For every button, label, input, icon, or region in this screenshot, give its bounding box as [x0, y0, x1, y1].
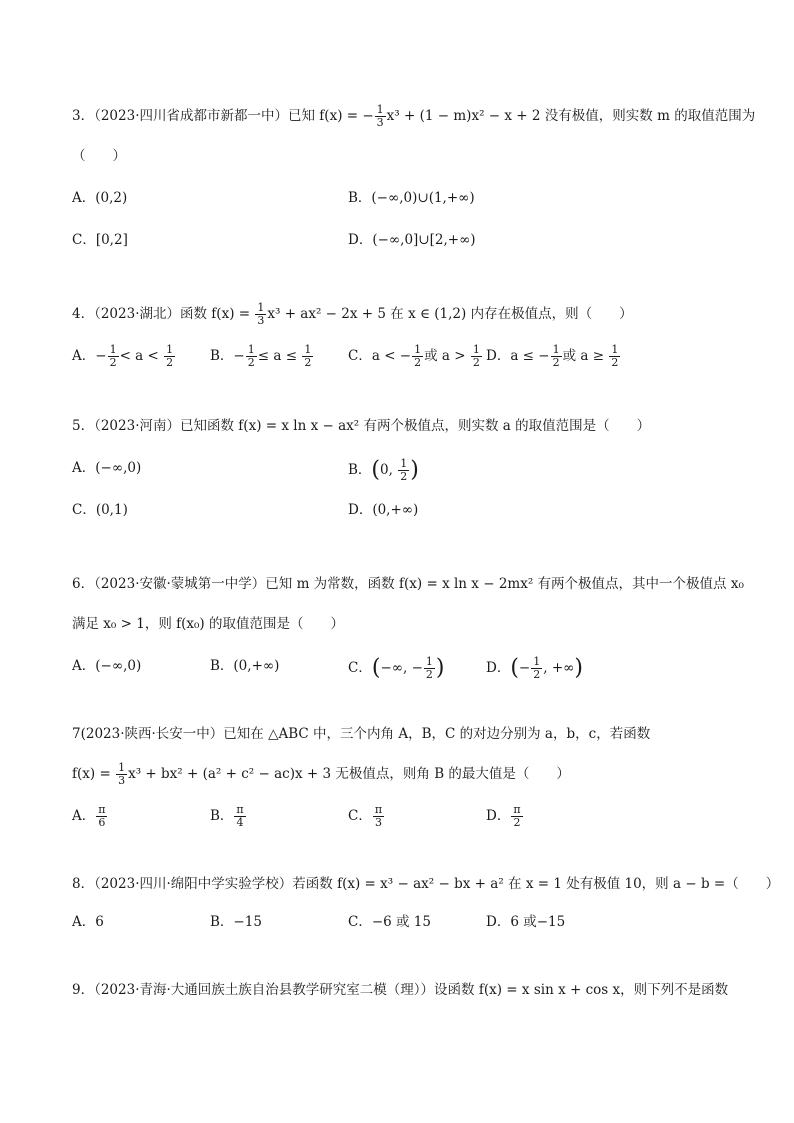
question-7-option-b: B． $\frac{\pi}{4}$: [210, 803, 244, 829]
question-7-option-d: D． $\frac{\pi}{2}$: [486, 803, 521, 829]
question-3-option-a: A．(0,2): [72, 190, 128, 206]
question-7-stem-line2: f(x) = $\frac{1}{3}$ x³ + bx² + (a² + c² − ac)x + 3 无极值点，则角 B 的最大值是（ ）: [72, 761, 570, 787]
question-7-option-c: C． $\frac{\pi}{3}$: [348, 803, 383, 829]
question-9-stem: 9．（2023·青海·大通回族土族自治县教学研究室二模（理））设函数 f(x) = x sin x + cos x，则下列不是函数: [72, 982, 729, 998]
question-3-option-b: B．(−∞,0)∪(1,+∞): [348, 190, 475, 206]
question-3-option-d: D．(−∞,0]∪[2,+∞): [348, 232, 476, 248]
question-6-stem-line2: 满足 x₀ > 1，则 f(x₀) 的取值范围是（ ）: [72, 616, 344, 632]
question-7-option-a: A． $\frac{\pi}{6}$: [72, 803, 106, 829]
question-4-option-b: B．− $\frac{1}{2}$ ≤ a ≤ $\frac{1}{2}$: [210, 343, 312, 369]
question-5-option-c: C．(0,1): [72, 502, 128, 518]
question-8-option-c: C．−6 或 15: [348, 914, 431, 930]
question-6-option-a: A．(−∞,0): [72, 658, 142, 674]
question-8-option-b: B．−15: [210, 914, 262, 930]
question-5-stem: 5．（2023·河南）已知函数 f(x) = x ln x − ax² 有两个极值点，则实数 a 的取值范围是（ ）: [72, 418, 651, 434]
question-6-option-d: D．(− $\frac{1}{2}$ , +∞): [486, 655, 583, 681]
question-4-option-a: A．− $\frac{1}{2}$ < a < $\frac{1}{2}$: [72, 343, 174, 369]
question-5-option-b: B．(0, $\frac{1}{2}$ ): [348, 457, 419, 483]
question-6-stem-line1: 6．（2023·安徽·蒙城第一中学）已知 m 为常数，函数 f(x) = x ln x − 2mx² 有两个极值点，其中一个极值点 x₀: [72, 576, 744, 592]
question-3-stem: 3．（2023·四川省成都市新都一中）已知 f(x) = − $\frac{1}{3}$ x³ + (1 − m)x² − x + 2 没有极值，则实数 m 的取值范围为: [72, 103, 756, 129]
question-7-stem-line1: 7(2023·陕西·长安一中）已知在 △ABC 中，三个内角 A，B，C 的对边分别为 a，b，c，若函数: [72, 726, 651, 742]
question-6-option-c: C．(−∞, − $\frac{1}{2}$ ): [348, 655, 445, 681]
question-4-option-c: C．a < − $\frac{1}{2}$ 或 a > $\frac{1}{2}$: [348, 343, 480, 369]
question-4-stem: 4．（2023·湖北）函数 f(x) = $\frac{1}{3}$ x³ + ax² − 2x + 5 在 x ∈ (1,2) 内存在极值点，则（ ）: [72, 301, 633, 327]
question-8-option-a: A．6: [72, 914, 104, 930]
question-6-option-b: B．(0,+∞): [210, 658, 280, 674]
question-3-paren: （ ）: [72, 148, 126, 164]
question-8-option-d: D．6 或−15: [486, 914, 566, 930]
question-4-option-d: D．a ≤ − $\frac{1}{2}$ 或 a ≥ $\frac{1}{2}$: [486, 343, 619, 369]
question-8-stem: 8．（2023·四川·绵阳中学实验学校）若函数 f(x) = x³ − ax² − bx + a² 在 x = 1 处有极值 10，则 a − b =（ ）: [72, 876, 780, 892]
question-5-option-d: D．(0,+∞): [348, 502, 419, 518]
question-5-option-a: A．(−∞,0): [72, 460, 142, 476]
question-3-option-c: C．[0,2]: [72, 232, 128, 248]
